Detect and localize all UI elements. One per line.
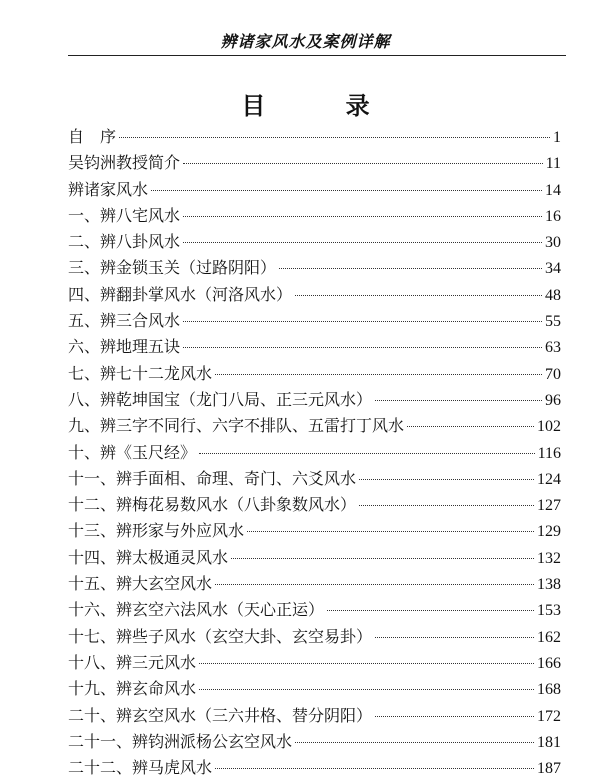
toc-entry[interactable] xyxy=(68,518,561,544)
toc-entry[interactable] xyxy=(68,703,561,729)
toc-entry-page: 63 xyxy=(545,339,561,357)
toc-entry-page: 132 xyxy=(537,549,561,567)
toc-leader-dots xyxy=(215,768,534,769)
toc-entry[interactable] xyxy=(68,440,561,466)
toc-leader-dots xyxy=(375,637,534,638)
toc-leader-dots xyxy=(183,321,542,322)
toc-entry-page: 48 xyxy=(545,286,561,304)
toc-entry[interactable] xyxy=(68,571,561,597)
toc-entry-label: 辨诸家风水 xyxy=(68,179,149,199)
toc-leader-dots xyxy=(327,610,534,611)
toc-entry[interactable] xyxy=(68,413,561,439)
toc-entry[interactable] xyxy=(68,177,561,203)
toc-leader-dots xyxy=(199,689,534,690)
toc-entry-label: 十六、辨玄空六法风水（天心正运） xyxy=(68,600,325,620)
toc-entry-label: 自 序 xyxy=(68,127,117,146)
toc-entry[interactable] xyxy=(68,229,561,255)
toc-entry[interactable] xyxy=(68,755,561,781)
toc-entry[interactable] xyxy=(68,255,561,281)
toc-leader-dots xyxy=(183,216,542,217)
toc-entry[interactable] xyxy=(68,361,561,387)
toc-entry-label: 九、辨三字不同行、六字不排队、五雷打丁风水 xyxy=(68,416,405,436)
toc-leader-dots xyxy=(375,716,534,717)
toc-leader-dots xyxy=(359,505,534,506)
toc-title: 目 录 xyxy=(241,91,406,120)
toc-entry-label: 二十一、辨钧洲派杨公玄空风水 xyxy=(68,731,293,751)
toc-entry-page: 96 xyxy=(545,391,561,409)
toc-entry-label: 吴钧洲教授简介 xyxy=(68,153,181,173)
toc-entry[interactable] xyxy=(68,308,561,334)
toc-entry-label: 四、辨翻卦掌风水（河洛风水） xyxy=(68,284,293,304)
toc-entry[interactable] xyxy=(68,650,561,676)
toc-entry-page: 127 xyxy=(537,497,561,515)
toc-entry-label: 七、辨七十二龙风水 xyxy=(68,363,213,383)
toc-entry-page: 124 xyxy=(537,470,561,488)
toc-entry-page: 138 xyxy=(537,576,561,594)
toc-leader-dots xyxy=(183,163,543,164)
toc-leader-dots xyxy=(199,453,535,454)
toc-leader-dots xyxy=(183,242,542,243)
toc-entry-page: 153 xyxy=(537,602,561,620)
toc-entry[interactable] xyxy=(68,676,561,702)
toc-entry[interactable] xyxy=(68,624,561,650)
toc-leader-dots xyxy=(359,479,534,480)
toc-entry-label: 八、辨乾坤国宝（龙门八局、正三元风水） xyxy=(68,389,373,409)
toc-entry-label: 三、辨金锁玉关（过路阴阳） xyxy=(68,258,277,278)
toc-entry[interactable] xyxy=(68,387,561,413)
toc-entry-label: 十一、辨手面相、命理、奇门、六爻风水 xyxy=(68,468,357,488)
toc-entry-page: 168 xyxy=(537,681,561,699)
toc-entry-label: 一、辨八宅风水 xyxy=(68,205,181,225)
toc-entry[interactable] xyxy=(68,282,561,308)
toc-entry-page: 181 xyxy=(537,733,561,751)
toc-entry-label: 十九、辨玄命风水 xyxy=(68,679,197,699)
toc-entry-page: 14 xyxy=(545,181,561,199)
toc-leader-dots xyxy=(231,558,534,559)
toc-entry-label: 二十二、辨马虎风水 xyxy=(68,758,213,778)
toc-leader-dots xyxy=(215,584,534,585)
toc-entry-label: 二十、辨玄空风水（三六井格、替分阴阳） xyxy=(68,705,373,725)
header-rule xyxy=(68,55,566,56)
toc-entry-page: 172 xyxy=(537,707,561,725)
toc-entry[interactable] xyxy=(68,492,561,518)
toc-list xyxy=(68,124,561,781)
toc-entry-page: 16 xyxy=(545,207,561,225)
toc-leader-dots xyxy=(295,295,542,296)
toc-leader-dots xyxy=(375,400,542,401)
toc-entry-page: 116 xyxy=(537,444,561,462)
toc-entry[interactable] xyxy=(68,729,561,755)
toc-entry-page: 70 xyxy=(545,365,561,383)
toc-entry-label: 十四、辨太极通灵风水 xyxy=(68,547,229,567)
toc-entry[interactable] xyxy=(68,203,561,229)
toc-entry[interactable] xyxy=(68,597,561,623)
toc-entry[interactable] xyxy=(68,150,561,176)
toc-entry-page: 30 xyxy=(545,234,561,252)
toc-entry[interactable] xyxy=(68,334,561,360)
toc-leader-dots xyxy=(295,742,534,743)
toc-entry-page: 1 xyxy=(553,129,561,146)
toc-entry-label: 十五、辨大玄空风水 xyxy=(68,574,213,594)
toc-entry-label: 十、辨《玉尺经》 xyxy=(68,442,197,462)
toc-leader-dots xyxy=(151,190,542,191)
toc-entry-page: 162 xyxy=(537,628,561,646)
toc-entry-page: 11 xyxy=(545,155,561,173)
toc-entry[interactable] xyxy=(68,466,561,492)
toc-entry-label: 二、辨八卦风水 xyxy=(68,232,181,252)
toc-entry-page: 166 xyxy=(537,654,561,672)
toc-entry-label: 五、辨三合风水 xyxy=(68,311,181,331)
toc-entry-label: 十二、辨梅花易数风水（八卦象数风水） xyxy=(68,495,357,515)
toc-leader-dots xyxy=(407,426,534,427)
toc-entry-page: 187 xyxy=(537,760,561,778)
toc-entry-page: 55 xyxy=(545,313,561,331)
toc-leader-dots xyxy=(199,663,534,664)
toc-leader-dots xyxy=(119,137,550,138)
toc-leader-dots xyxy=(247,531,534,532)
running-header: 辨诸家风水及案例详解 xyxy=(220,32,391,51)
toc-entry-page: 34 xyxy=(545,260,561,278)
toc-entry-label: 十七、辨些子风水（玄空大卦、玄空易卦） xyxy=(68,626,373,646)
toc-entry-label: 六、辨地理五诀 xyxy=(68,337,181,357)
toc-entry-label: 十三、辨形家与外应风水 xyxy=(68,521,245,541)
toc-leader-dots xyxy=(183,347,542,348)
toc-entry-page: 102 xyxy=(537,418,561,436)
toc-entry[interactable] xyxy=(68,545,561,571)
toc-leader-dots xyxy=(279,268,542,269)
toc-entry-page: 129 xyxy=(537,523,561,541)
toc-entry[interactable] xyxy=(68,124,561,150)
toc-entry-label: 十八、辨三元风水 xyxy=(68,652,197,672)
toc-leader-dots xyxy=(215,374,542,375)
